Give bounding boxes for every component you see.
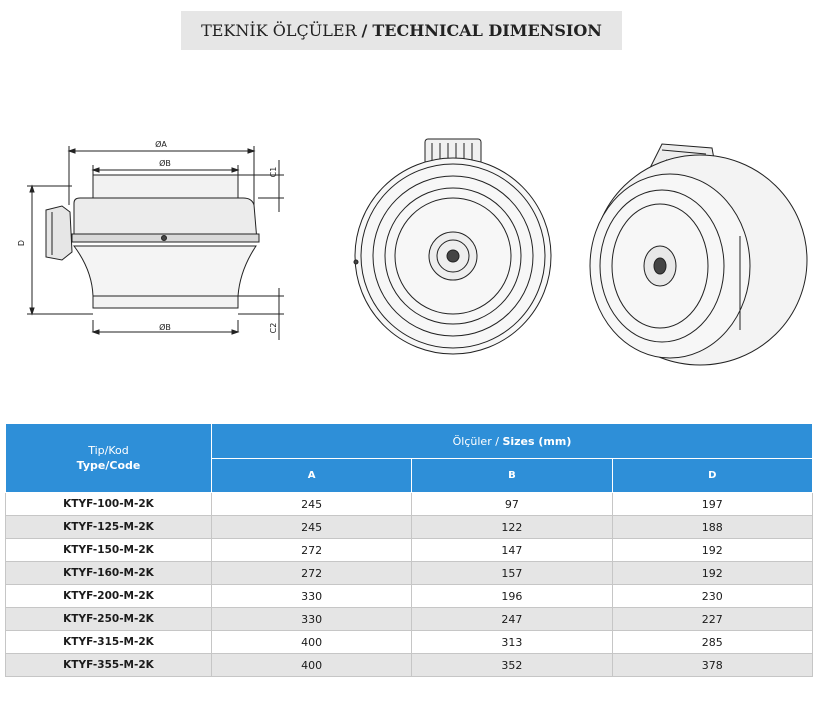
technical-drawings xyxy=(0,60,839,390)
table-row xyxy=(6,516,813,539)
d-cell: 230 xyxy=(612,585,812,608)
table-row xyxy=(6,493,813,516)
b-cell: 247 xyxy=(412,608,612,631)
column-header-a: A xyxy=(212,459,412,493)
b-cell: 97 xyxy=(412,493,612,516)
type-code-cell: KTYF-200-M-2K xyxy=(6,585,212,608)
b-cell: 196 xyxy=(412,585,612,608)
type-code-cell: KTYF-125-M-2K xyxy=(6,516,212,539)
type-code-tr: Tip/Kod xyxy=(88,444,129,457)
type-code-cell: KTYF-250-M-2K xyxy=(6,608,212,631)
table-row xyxy=(6,539,813,562)
title-tr: TEKNİK ÖLÇÜLER xyxy=(201,21,357,40)
table-row xyxy=(6,585,813,608)
column-header-d: D xyxy=(612,459,812,493)
sizes-en: Sizes (mm) xyxy=(502,434,572,448)
a-cell: 330 xyxy=(212,608,412,631)
table-row xyxy=(6,608,813,631)
type-code-header xyxy=(6,424,212,493)
d-cell: 188 xyxy=(612,516,812,539)
label-b-bottom: ØB xyxy=(159,323,171,332)
b-cell: 122 xyxy=(412,516,612,539)
a-cell: 400 xyxy=(212,654,412,677)
type-code-cell: KTYF-100-M-2K xyxy=(6,493,212,516)
table-row xyxy=(6,562,813,585)
a-cell: 330 xyxy=(212,585,412,608)
a-cell: 272 xyxy=(212,539,412,562)
page-title xyxy=(181,11,622,50)
d-cell: 192 xyxy=(612,562,812,585)
label-c2: C2 xyxy=(269,322,278,334)
d-cell: 197 xyxy=(612,493,812,516)
sizes-header xyxy=(212,424,813,459)
dimensions-table xyxy=(5,423,813,677)
label-d: D xyxy=(17,239,26,247)
b-cell: 313 xyxy=(412,631,612,654)
label-b: ØB xyxy=(159,159,171,168)
b-cell: 157 xyxy=(412,562,612,585)
table-row xyxy=(6,631,813,654)
title-en: TECHNICAL DIMENSION xyxy=(372,21,602,40)
a-cell: 245 xyxy=(212,493,412,516)
a-cell: 245 xyxy=(212,516,412,539)
type-code-en: Type/Code xyxy=(76,459,141,472)
d-cell: 227 xyxy=(612,608,812,631)
title-separator: / xyxy=(361,21,368,40)
a-cell: 400 xyxy=(212,631,412,654)
type-code-cell: KTYF-315-M-2K xyxy=(6,631,212,654)
b-cell: 352 xyxy=(412,654,612,677)
b-cell: 147 xyxy=(412,539,612,562)
table-row xyxy=(6,654,813,677)
perspective-view-drawing xyxy=(590,144,807,365)
d-cell: 192 xyxy=(612,539,812,562)
type-code-cell: KTYF-355-M-2K xyxy=(6,654,212,677)
d-cell: 285 xyxy=(612,631,812,654)
side-view-drawing xyxy=(27,146,284,340)
d-cell: 378 xyxy=(612,654,812,677)
column-header-b: B xyxy=(412,459,612,493)
type-code-cell: KTYF-160-M-2K xyxy=(6,562,212,585)
label-a: ØA xyxy=(155,140,167,149)
a-cell: 272 xyxy=(212,562,412,585)
sizes-tr: Ölçüler / xyxy=(452,434,499,448)
label-c1: C1 xyxy=(269,166,278,178)
type-code-cell: KTYF-150-M-2K xyxy=(6,539,212,562)
front-view-drawing xyxy=(354,139,551,354)
